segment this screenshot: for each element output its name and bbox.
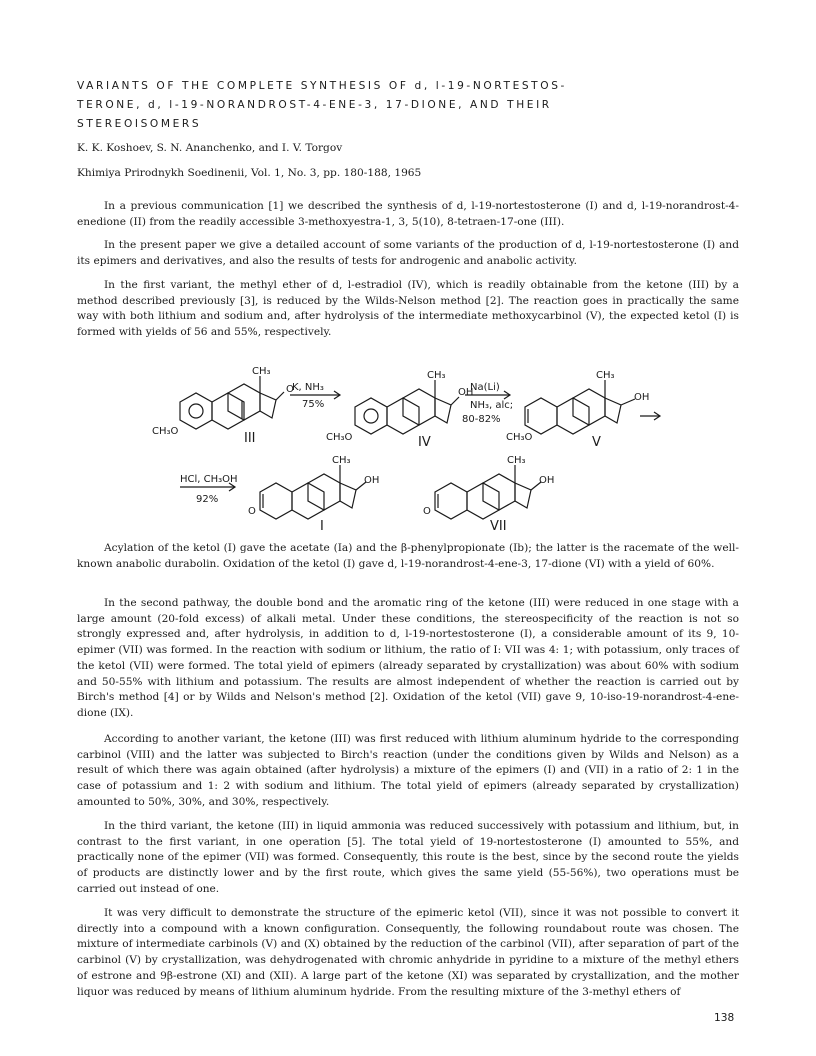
- arrow2-conditions: NH₃, alc;: [470, 400, 514, 411]
- arrow3-reagent: HCl, CH₃OH: [180, 474, 238, 485]
- methyl-label: CH₃: [252, 366, 271, 377]
- paragraph: In the third variant, the ketone (III) in liquid ammonia was reduced successively with potassium and lithium, but, in contrast to the first variant, in one operation [5]. The total yield of 19-nortestosterone (I) amounted to 55%, and practically none of the epimer (VII) was formed. Consequently, this route is the best, since by the second route the yields of products are distinctly lower and by the first route, which gives the same yield (55-56%), two operations must be carried out instead of one.: [77, 820, 739, 895]
- paragraph: According to another variant, the ketone (III) was first reduced with lithium aluminum hydride to the corresponding carbinol (VIII) and the latter was subjected to Birch's reaction (under the conditions given by Wilds and Nelson) as a result of which there was again obtained (after hydrolysis) a mixture of the epimers (I) and (VII) in a ratio of 2: 1 in the case of potassium and 1: 2 with sodium and lithium. The total yield of epimers (already separated by crystallization) amounted to 50%, 30%, and 30%, respectively.: [77, 733, 739, 808]
- compound-label-III: III: [244, 431, 256, 446]
- arrow2-reagent: Na(Li): [470, 382, 500, 393]
- hydroxyl-label: OH: [458, 387, 474, 398]
- hydroxyl-label: OH: [539, 475, 555, 486]
- structure-IV: [355, 380, 459, 434]
- structure-III: [180, 376, 284, 429]
- title-line: TERONE, d, l-19-NORANDROST-4-ENE-3, 17-DIONE, AND THEIR: [77, 99, 552, 111]
- paragraph: Acylation of the ketol (I) gave the acetate (Ia) and the β-phenylpropionate (Ib); the latter is the racemate of the well-known anabolic durabolin. Oxidation of the ketol (I) gave d, l-19-norandrost-4-ene-3, 17-dione (VI) with a yield of 60%.: [77, 542, 739, 570]
- paragraph: In the first variant, the methyl ether of d, l-estradiol (IV), which is readily obtainable from the ketone (III) by a method described previously [3], is reduced by the Wilds-Nelson method [2]. The reaction goes in practically the same way with both lithium and sodium and, after hydrolysis of the intermediate methoxycarbinol (V), the expected ketol (I) is formed with yields of 56 and 55%, respectively.: [77, 279, 739, 339]
- structure-V: [525, 380, 660, 434]
- compound-label-VII: VII: [490, 519, 507, 532]
- hydroxyl-label: OH: [634, 392, 650, 403]
- arrow1-reagent: K, NH₃: [292, 382, 324, 393]
- page-number: 138: [714, 1012, 735, 1024]
- compound-label-IV: IV: [418, 435, 431, 450]
- methyl-label: CH₃: [507, 455, 526, 466]
- arrow1-yield: 75%: [302, 399, 325, 410]
- title-line: VARIANTS OF THE COMPLETE SYNTHESIS OF d, l-19-NORTESTOS-: [77, 80, 567, 92]
- structure-VII: [435, 465, 541, 519]
- methoxy-label: CH₃O: [152, 426, 179, 437]
- methyl-label: CH₃: [427, 370, 446, 381]
- authors: K. K. Koshoev, S. N. Ananchenko, and I. V. Torgov: [77, 142, 343, 154]
- article-title: [77, 77, 637, 134]
- paragraph: In a previous communication [1] we described the synthesis of d, l-19-nortestosterone (I) and d, l-19-norandrost-4-enedione (II) from the readily accessible 3-methoxyestra-1, 3, 5(10), 8-tetraen-17-one (III).: [77, 200, 739, 228]
- journal-citation: Khimiya Prirodnykh Soedinenii, Vol. 1, No. 3, pp. 180-188, 1965: [77, 167, 422, 179]
- arrow2-yield: 80-82%: [462, 414, 501, 425]
- ketone-label: O: [248, 506, 256, 517]
- methyl-label: CH₃: [332, 455, 351, 466]
- ketone-label: O: [286, 384, 294, 395]
- hydroxyl-label: OH: [364, 475, 380, 486]
- compound-label-V: V: [592, 435, 601, 450]
- arrow3-yield: 92%: [196, 494, 219, 505]
- paragraph: It was very difficult to demonstrate the structure of the epimeric ketol (VII), since it was not possible to convert it directly into a compound with a known configuration. Consequently, the following roundabout route was chosen. The mixture of intermediate carbinols (V) and (X) obtained by the reduction of the carbinol (VII), after separation of part of the carbinol (V) by crystallization, was dehydrogenated with chromic anhydride in pyridine to a mixture of the methyl ethers of estrone and 9β-estrone (XI) and (XII). A large part of the ketone (XI) was separated by crystallization, and the mother liquor was reduced by means of lithium aluminum hydride. From the resulting mixture of the 3-methyl ethers of: [77, 907, 739, 998]
- compound-label-I: I: [320, 519, 324, 532]
- ketone-label: O: [423, 506, 431, 517]
- structure-I: [260, 465, 366, 519]
- paragraph: In the present paper we give a detailed account of some variants of the production of d, l-19-nortestosterone (I) and its epimers and derivatives, and also the results of tests for androgenic and anabolic activity.: [77, 239, 739, 267]
- paragraph: In the second pathway, the double bond and the aromatic ring of the ketone (III) were reduced in one stage with a large amount (20-fold excess) of alkali metal. Under these conditions, the stereospecificity of the reaction is not so strongly expressed and, after hydrolysis, in addition to d, l-19-nortestosterone (I), a considerable amount of its 9, 10-epimer (VII) was formed. In the reaction with sodium or lithium, the ratio of I: VII was 4: 1; with potassium, only traces of the ketol (VII) were formed. The total yield of epimers (already separated by crystallization) was about 60% with sodium and 50-55% with lithium and potassium. The results are almost independent of whether the reaction is carried out by Birch's method [4] or by Wilds and Nelson's method [2]. Oxidation of the ketol (VII) gave 9, 10-iso-19-norandrost-4-ene-dione (IX).: [77, 597, 739, 719]
- methoxy-label: CH₃O: [326, 432, 353, 443]
- reaction-scheme: [140, 342, 680, 532]
- title-line: STEREOISOMERS: [77, 118, 202, 130]
- methoxy-label: CH₃O: [506, 432, 533, 443]
- methyl-label: CH₃: [596, 370, 615, 381]
